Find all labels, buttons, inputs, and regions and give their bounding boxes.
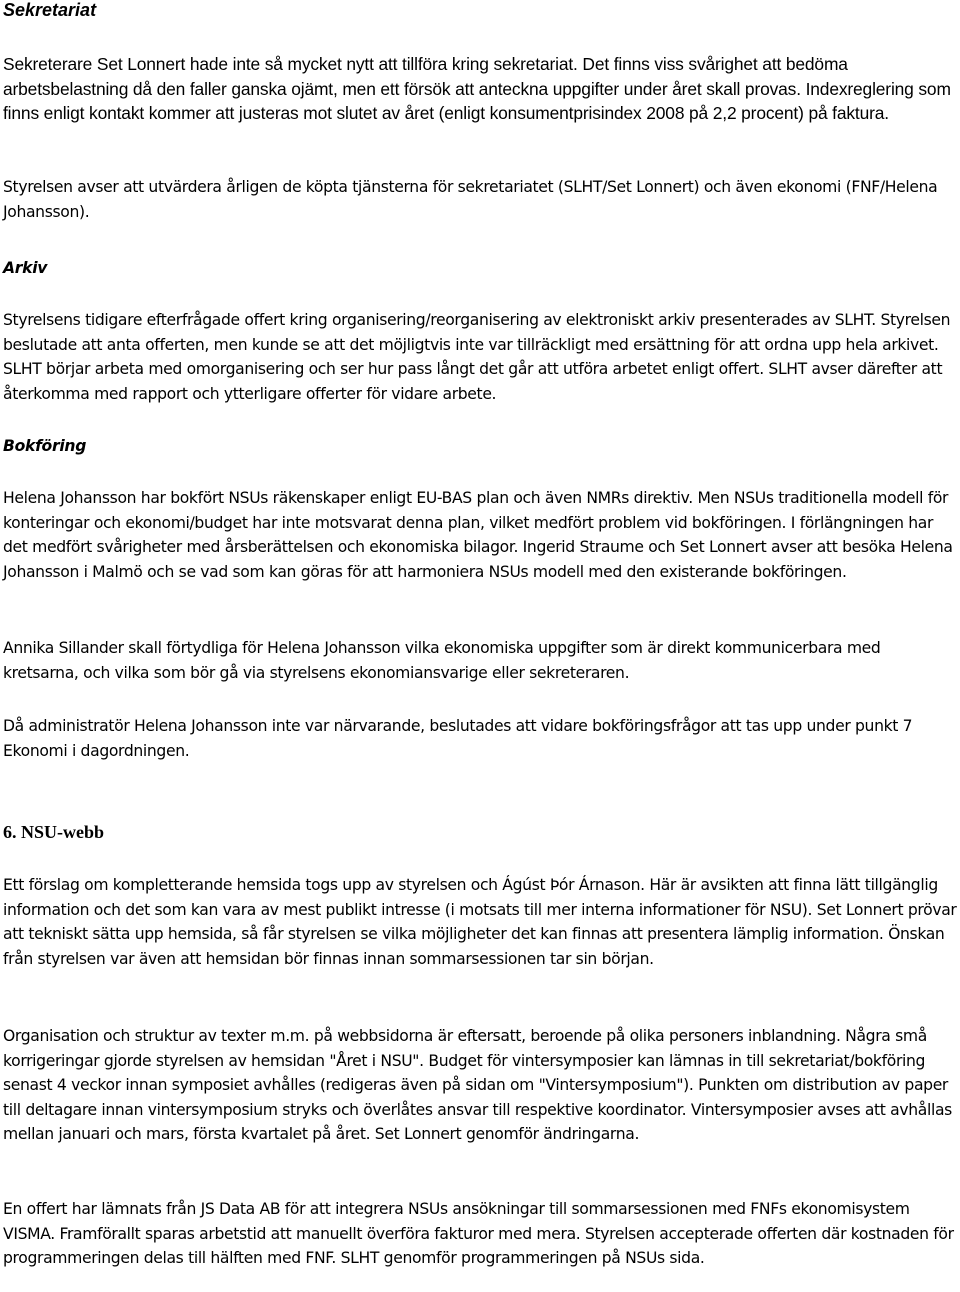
paragraph-nsu-webb-2: Organisation och struktur av texter m.m. på webbsidorna är eftersatt, beroende på olika personers inblandning. Några små korrigeringar gjorde styrelsen av hemsidan "Året i NSU". Budget för vintersymposier kan lämnas in till sekretariat/bokföring senast 4 veckor innan symposiet avhålles (redigeras även på sidan om "Vintersymposium"). Punkten om distribution av paper till deltagare innan vintersymposium stryks och överlåtes ansvar till respektive koordinator. Vintersymposier avses att avhållas mellan januari och mars, första kvartalet på året. Set Lonnert genomför ändringarna. xyxy=(3,1027,952,1144)
paragraph-sekretariat-2: Styrelsen avser att utvärdera årligen de köpta tjänsterna för sekretariatet (SLHT/Set Lonnert) och även ekonomi (FNF/Helena Johansson). xyxy=(3,178,938,221)
heading-nsu-webb: 6. NSU-webb xyxy=(3,822,105,842)
paragraph-bokforing-3: Då administratör Helena Johansson inte var närvarande, beslutades att vidare bokföringsfrågor att tas upp under punkt 7 Ekonomi i dagordningen. xyxy=(3,717,913,760)
heading-arkiv: Arkiv xyxy=(3,259,48,277)
paragraph-bokforing-2: Annika Sillander skall förtydliga för Helena Johansson vilka ekonomiska uppgifter som är direkt kommunicerbara med kretsarna, och vilka som bör gå via styrelsens ekonomiansvarige eller sekreteraren. xyxy=(3,639,881,682)
heading-sekretariat: Sekretariat xyxy=(3,0,97,20)
paragraph-arkiv-1: Styrelsens tidigare efterfrågade offert kring organisering/reorganisering av elektroniskt arkiv presenterades av SLHT. Styrelsen beslutade att anta offerten, men kunde se att det möjligtvis inte var tillräckligt med ersättning för att ordna upp hela arkivet. SLHT börjar arbeta med omorganisering och ser hur pass långt det går att utföra arbetet enligt offert. SLHT avser därefter att återkomma med rapport och ytterligare offerter för vidare arbete. xyxy=(3,311,951,403)
paragraph-nsu-webb-1: Ett förslag om kompletterande hemsida togs upp av styrelsen och Ágúst Þór Árnason. Här är avsikten att finna lätt tillgänglig information och det som kan vara av mest publikt intresse (i motsats till mer interna informationer för NSU). Set Lonnert prövar att tekniskt sätta upp hemsida, så får styrelsen se vilka möjligheter det kan finnas att presentera lämplig information. Önskan från styrelsen var även att hemsidan bör finnas innan sommarsessionen tar sin början. xyxy=(3,876,957,968)
paragraph-sekretariat-1: Sekreterare Set Lonnert hade inte så mycket nytt att tillföra kring sekretariat. Det finns viss svårighet att bedöma arbetsbelastning då den faller ganska ojämt, men ett försök att anteckna uppgifter under året skall provas. Indexreglering som finns enligt kontakt kommer att justeras mot slutet av året (enligt konsumentprisindex 2008 på 2,2 procent) på faktura. xyxy=(3,54,951,123)
heading-bokforing: Bokföring xyxy=(3,437,87,455)
paragraph-bokforing-1: Helena Johansson har bokfört NSUs räkenskaper enligt EU-BAS plan och även NMRs direktiv. Men NSUs traditionella modell för konteringar och ekonomi/budget har inte motsvarat denna plan, vilket medfört problem vid bokföringen. I förlängningen har det medfört svårigheter med årsberättelsen och ekonomiska bilagor. Ingerid Straume och Set Lonnert avser att besöka Helena Johansson i Malmö och se vad som kan göras för att harmoniera NSUs modell med den existerande bokföringen. xyxy=(3,489,953,581)
paragraph-nsu-webb-3: En offert har lämnats från JS Data AB för att integrera NSUs ansökningar till sommarsessionen med FNFs ekonomisystem VISMA. Framförallt sparas arbetstid att manuellt överföra fakturor med mera. Styrelsen accepterade offerten där kostnaden för programmeringen delas till hälften med FNF. SLHT genomför programmeringen på NSUs sida. xyxy=(3,1200,954,1268)
